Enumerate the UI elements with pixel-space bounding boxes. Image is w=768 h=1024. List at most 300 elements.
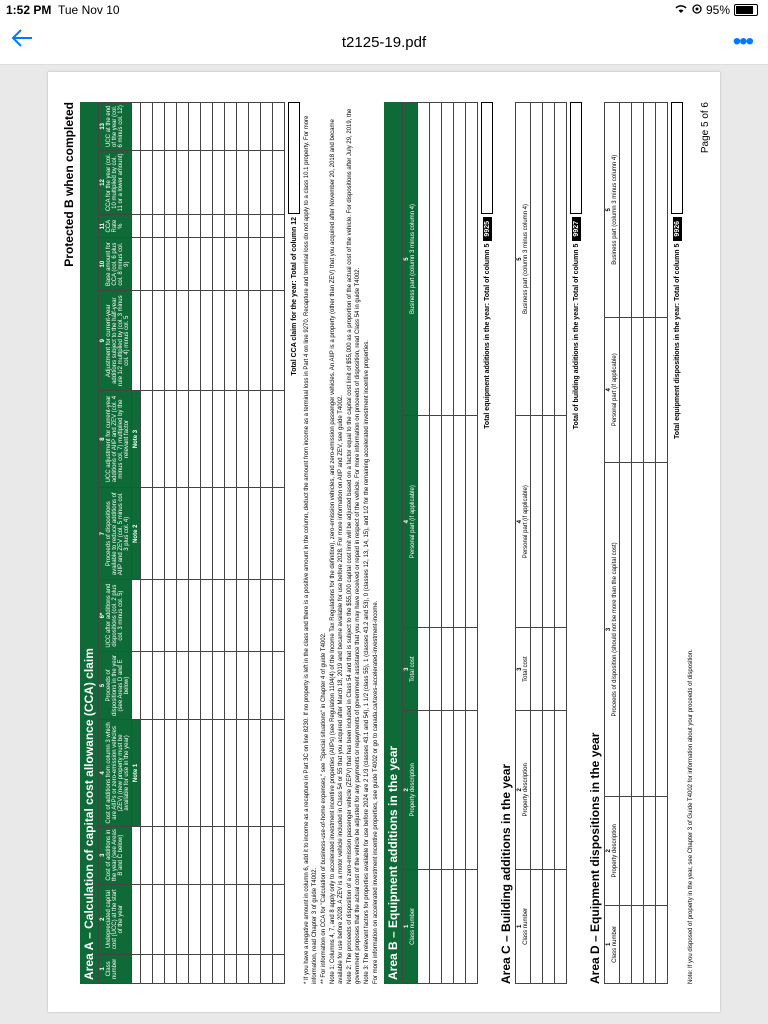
areaA-cell[interactable] (261, 954, 273, 983)
areaA-cell[interactable] (213, 215, 225, 238)
areaD-cell[interactable] (644, 905, 656, 983)
areaA-note-empty (132, 954, 141, 983)
areaA-note-empty (132, 237, 141, 290)
areaD-cell[interactable] (656, 317, 668, 462)
areaA-cell[interactable] (189, 291, 201, 391)
areaA-cell[interactable] (141, 488, 153, 580)
areaA-cell[interactable] (189, 826, 201, 884)
areaA-row (273, 103, 285, 984)
areaC-total-code: 9927 (572, 217, 581, 241)
areaA-cell[interactable] (177, 103, 189, 151)
areaA-total-field[interactable] (288, 102, 300, 214)
areaA-cell[interactable] (213, 291, 225, 391)
areaD-cell[interactable] (644, 463, 656, 797)
areaA-cell[interactable] (153, 720, 165, 826)
areaD-cell[interactable] (644, 103, 656, 318)
areaA-cell[interactable] (153, 580, 165, 651)
areaC-col-3-header: 3 Total cost (516, 628, 531, 711)
areaA-cell[interactable] (165, 215, 177, 238)
areaC-table (515, 102, 567, 984)
areaA-cell[interactable] (225, 237, 237, 290)
areaA-note-empty (132, 150, 141, 215)
areaA-cell[interactable] (153, 237, 165, 290)
areaA-cell[interactable] (225, 150, 237, 215)
areaA-cell[interactable] (177, 651, 189, 720)
areaC-row (543, 103, 555, 984)
areaD-cell[interactable] (632, 463, 644, 797)
areaD-col-1-header: 1 Class number (605, 905, 620, 983)
areaA-cell[interactable] (261, 103, 273, 151)
areaC-total-line (570, 102, 582, 984)
areaA-cell[interactable] (261, 215, 273, 238)
areaA-col-11-header: 11 CCA Rate % (99, 215, 132, 238)
areaA-cell[interactable] (165, 391, 177, 488)
areaC-col-4-header: 4 Personal part (if applicable) (516, 416, 531, 628)
areaA-cell[interactable] (225, 488, 237, 580)
more-options-icon[interactable]: ••• (732, 28, 752, 55)
areaC-col-5-header: 5 Business part (column 3 minus column 4) (516, 103, 531, 416)
areaA-cell[interactable] (177, 291, 189, 391)
areaB-col-5-header: 5 Business part (column 3 minus column 4) (403, 103, 418, 416)
areaB-cell[interactable] (466, 416, 478, 628)
areaD-cell[interactable] (632, 103, 644, 318)
areaA-cell[interactable] (213, 237, 225, 290)
areaC-total-field[interactable] (570, 102, 582, 214)
areaA-cell[interactable] (249, 291, 261, 391)
areaA-cell[interactable] (189, 954, 201, 983)
areaD-total-code: 9926 (673, 217, 682, 241)
areaA-cell[interactable] (273, 488, 285, 580)
areaA-cell[interactable] (273, 391, 285, 488)
areaA-cell[interactable] (237, 150, 249, 215)
areaB-title: Area B – Equipment additions in the year (384, 102, 402, 984)
protected-label: Protected B when completed (62, 102, 76, 267)
areaB-cell[interactable] (430, 710, 442, 869)
areaA-cell[interactable] (201, 237, 213, 290)
areaA-cell[interactable] (213, 150, 225, 215)
areaC-cell[interactable] (543, 869, 555, 983)
areaA-note-5: Note 3: The relevant factors for properties available for use before 2024 are 2 1/3 (classes 43.1 and 54), 1 1/2 (class 55), 1 (classes 43.2 and 53), 0 (classes 12, 13, 14, 15), and 1/2 for the remaining accelerated investment incentive properties. (364, 340, 370, 984)
areaA-cell[interactable] (249, 237, 261, 290)
areaB-col-3-header: 3 Total cost (403, 628, 418, 711)
areaA-cell[interactable] (261, 391, 273, 488)
areaA-col-9-header: 9 Adjustment for current-year additions subject to the half-year rule 1/2 multiplied by (col. 3 minus col. 4) minus col. 5 (99, 291, 132, 391)
areaA-row (153, 103, 165, 984)
document-title: t2125-19.pdf (341, 34, 427, 51)
areaA-cell[interactable] (213, 391, 225, 488)
areaA-cell[interactable] (261, 580, 273, 651)
areaA-cell[interactable] (237, 954, 249, 983)
areaA-cell[interactable] (225, 720, 237, 826)
areaA-cell[interactable] (261, 291, 273, 391)
areaB-table (402, 102, 478, 984)
areaA-cell[interactable] (189, 651, 201, 720)
areaA-cell[interactable] (165, 103, 177, 151)
areaB-cell[interactable] (442, 416, 454, 628)
areaA-cell[interactable] (249, 150, 261, 215)
areaA-row (165, 103, 177, 984)
areaB-cell[interactable] (418, 869, 430, 983)
areaD-cell[interactable] (620, 796, 632, 905)
areaA-cell[interactable] (189, 150, 201, 215)
areaA-note-empty (132, 103, 141, 151)
areaC-cell[interactable] (555, 710, 567, 869)
areaC-row (531, 103, 543, 984)
areaA-cell[interactable] (177, 488, 189, 580)
areaA-table (98, 102, 285, 984)
areaA-cell[interactable] (261, 237, 273, 290)
areaC-cell[interactable] (555, 628, 567, 711)
areaB-cell[interactable] (430, 103, 442, 416)
areaA-cell[interactable] (189, 103, 201, 151)
areaA-col-8-header: 8 UCC adjustment for current-year additions of AIIP and ZEV (col. 4 minus col. 7) multiplied by the relevant factor (99, 391, 132, 488)
areaA-cell[interactable] (189, 884, 201, 954)
areaD-row (620, 103, 632, 984)
areaA-cell[interactable] (141, 150, 153, 215)
areaD-cell[interactable] (620, 103, 632, 318)
areaA-cell[interactable] (165, 720, 177, 826)
areaB-cell[interactable] (454, 710, 466, 869)
areaA-cell[interactable] (177, 884, 189, 954)
areaA-cell[interactable] (213, 884, 225, 954)
areaA-cell[interactable] (237, 651, 249, 720)
areaA-cell[interactable] (261, 884, 273, 954)
areaA-cell[interactable] (237, 720, 249, 826)
areaB-cell[interactable] (418, 416, 430, 628)
areaA-cell[interactable] (177, 826, 189, 884)
areaA-cell[interactable] (189, 580, 201, 651)
areaA-cell[interactable] (201, 884, 213, 954)
areaA-cell[interactable] (189, 391, 201, 488)
areaA-col-13-header: 13 UCC at the end of the year (col. 6 minus col. 12) (99, 103, 132, 151)
areaB-row (442, 103, 454, 984)
areaC-cell[interactable] (555, 869, 567, 983)
areaA-notes (303, 102, 380, 984)
areaA-cell[interactable] (141, 103, 153, 151)
areaC-cell[interactable] (543, 628, 555, 711)
areaA-cell[interactable] (141, 291, 153, 391)
areaD-cell[interactable] (656, 796, 668, 905)
areaA-row (237, 103, 249, 984)
areaA-note-empty (132, 651, 141, 720)
areaA-cell[interactable] (201, 215, 213, 238)
areaC-cell[interactable] (555, 103, 567, 416)
areaB-cell[interactable] (454, 103, 466, 416)
areaA-cell[interactable] (249, 720, 261, 826)
areaA-cell[interactable] (165, 291, 177, 391)
areaD-title: Area D – Equipment dispositions in the year (588, 732, 602, 984)
areaA-cell[interactable] (273, 720, 285, 826)
areaC-cell[interactable] (543, 103, 555, 416)
areaB-row (430, 103, 442, 984)
areaC-title: Area C – Building additions in the year (499, 763, 513, 984)
areaA-cell[interactable] (273, 954, 285, 983)
areaA-cell[interactable] (213, 954, 225, 983)
areaA-cell[interactable] (201, 103, 213, 151)
areaC-cell[interactable] (531, 710, 543, 869)
areaA-cell[interactable] (225, 103, 237, 151)
areaA-cell[interactable] (273, 580, 285, 651)
areaB-cell[interactable] (442, 628, 454, 711)
areaB-col-4-header: 4 Personal part (if applicable) (403, 416, 418, 628)
areaC-col-2-header: 2 Property description (516, 710, 531, 869)
areaA-cell[interactable] (165, 884, 177, 954)
areaB-col-1-header: 1 Class number (403, 869, 418, 983)
areaA-cell[interactable] (201, 651, 213, 720)
areaA-cell[interactable] (141, 826, 153, 884)
areaA-cell[interactable] (249, 391, 261, 488)
areaA-row (201, 103, 213, 984)
areaA-cell[interactable] (237, 488, 249, 580)
areaD-cell[interactable] (620, 905, 632, 983)
areaB-total-label: Total equipment additions in the year: Total of column 5 (483, 243, 491, 429)
areaB-cell[interactable] (418, 710, 430, 869)
areaB-cell[interactable] (454, 869, 466, 983)
areaA-cell[interactable] (213, 651, 225, 720)
areaA-cell[interactable] (249, 103, 261, 151)
areaA-cell[interactable] (153, 884, 165, 954)
areaB-col-2-header: 2 Property description (403, 710, 418, 869)
areaA-cell[interactable] (141, 720, 153, 826)
areaA-cell[interactable] (273, 651, 285, 720)
areaB-cell[interactable] (430, 628, 442, 711)
areaD-cell[interactable] (656, 905, 668, 983)
areaA-cell[interactable] (213, 488, 225, 580)
areaB-cell[interactable] (466, 869, 478, 983)
areaC-cell[interactable] (531, 103, 543, 416)
areaA-cell[interactable] (249, 826, 261, 884)
areaA-cell[interactable] (213, 103, 225, 151)
areaA-cell[interactable] (153, 488, 165, 580)
areaB-cell[interactable] (442, 710, 454, 869)
areaA-cell[interactable] (237, 580, 249, 651)
areaB-cell[interactable] (442, 869, 454, 983)
areaA-cell[interactable] (165, 580, 177, 651)
areaA-col-3-header: 3 Cost of additions in the year (see Areas B and C below) (99, 826, 132, 884)
areaA-cell[interactable] (249, 580, 261, 651)
areaD-cell[interactable] (632, 905, 644, 983)
areaA-cell[interactable] (261, 826, 273, 884)
areaA-row (261, 103, 273, 984)
areaA-cell[interactable] (273, 884, 285, 954)
areaA-cell[interactable] (249, 215, 261, 238)
areaA-cell[interactable] (237, 391, 249, 488)
areaA-cell[interactable] (153, 291, 165, 391)
areaC-cell[interactable] (555, 416, 567, 628)
areaA-col-12-header: 12 CCA for the year (col. 10 multiplied by col. 11 or a lower amount) (99, 150, 132, 215)
areaA-cell[interactable] (153, 954, 165, 983)
areaA-cell[interactable] (249, 884, 261, 954)
areaD-cell[interactable] (656, 103, 668, 318)
areaD-col-2-header: 2 Property description (605, 796, 620, 905)
areaA-cell[interactable] (237, 826, 249, 884)
areaA-note-label: Note 1 (132, 720, 141, 826)
areaA-cell[interactable] (177, 580, 189, 651)
areaA-cell[interactable] (273, 150, 285, 215)
areaA-cell[interactable] (165, 826, 177, 884)
areaA-cell[interactable] (189, 488, 201, 580)
areaA-cell[interactable] (261, 488, 273, 580)
areaC-cell[interactable] (543, 710, 555, 869)
areaB-total-line (481, 102, 493, 984)
areaA-cell[interactable] (165, 488, 177, 580)
areaA-cell[interactable] (273, 215, 285, 238)
areaB-cell[interactable] (442, 103, 454, 416)
areaD-cell[interactable] (632, 796, 644, 905)
areaA-cell[interactable] (249, 651, 261, 720)
areaA-title: Area A – Calculation of capital cost allowance (CCA) claim (80, 102, 98, 984)
areaA-cell[interactable] (225, 580, 237, 651)
areaA-cell[interactable] (141, 884, 153, 954)
areaD-total-line (671, 102, 683, 984)
areaA-cell[interactable] (213, 580, 225, 651)
battery-percent: 95% (705, 3, 730, 17)
page-number: Page 5 of 6 (700, 102, 711, 154)
areaA-cell[interactable] (201, 291, 213, 391)
areaA-total-label: Total CCA claim for the year: Total of column 12 (290, 217, 298, 376)
areaA-cell[interactable] (237, 215, 249, 238)
areaA-note-empty (132, 580, 141, 651)
areaA-cell[interactable] (141, 391, 153, 488)
areaA-cell[interactable] (153, 391, 165, 488)
areaA-cell[interactable] (225, 291, 237, 391)
areaA-note-2: ** For information on CCA for "Calculation of business-use-of-home expenses," see "Special situations" in Chapter 4 of guide T4002. (321, 632, 327, 984)
areaA-cell[interactable] (213, 720, 225, 826)
areaB-row (418, 103, 430, 984)
pdf-page (48, 72, 720, 1012)
areaA-cell[interactable] (237, 884, 249, 954)
areaA-cell[interactable] (177, 391, 189, 488)
areaC-cell[interactable] (531, 869, 543, 983)
areaB-cell[interactable] (466, 103, 478, 416)
areaA-note-6: For more information on accelerated investment incentive properties, see guide T4002 or go to canada.ca/taxes-accelerated-investment-income. (373, 600, 379, 984)
areaA-cell[interactable] (153, 651, 165, 720)
areaA-cell[interactable] (141, 651, 153, 720)
areaD-row (632, 103, 644, 984)
areaA-cell[interactable] (165, 237, 177, 290)
areaA-cell[interactable] (225, 215, 237, 238)
areaC-cell[interactable] (543, 416, 555, 628)
areaA-cell[interactable] (165, 150, 177, 215)
areaB-cell[interactable] (430, 416, 442, 628)
areaA-note-label: Note 3 (132, 391, 141, 488)
areaA-cell[interactable] (273, 237, 285, 290)
areaA-cell[interactable] (165, 954, 177, 983)
areaA-cell[interactable] (273, 103, 285, 151)
areaA-cell[interactable] (225, 954, 237, 983)
areaC-cell[interactable] (531, 416, 543, 628)
nav-bar (0, 20, 768, 65)
areaA-cell[interactable] (153, 215, 165, 238)
areaA-cell[interactable] (237, 291, 249, 391)
areaA-cell[interactable] (153, 150, 165, 215)
areaA-cell[interactable] (201, 826, 213, 884)
areaA-cell[interactable] (213, 826, 225, 884)
areaB-cell[interactable] (466, 628, 478, 711)
areaB-row (466, 103, 478, 984)
areaC-cell[interactable] (531, 628, 543, 711)
areaA-cell[interactable] (141, 215, 153, 238)
areaA-cell[interactable] (189, 215, 201, 238)
areaA-cell[interactable] (165, 651, 177, 720)
areaA-cell[interactable] (141, 580, 153, 651)
areaA-cell[interactable] (189, 720, 201, 826)
areaA-cell[interactable] (189, 237, 201, 290)
areaA-note-empty (132, 215, 141, 238)
areaA-note-empty (132, 826, 141, 884)
areaA-cell[interactable] (201, 391, 213, 488)
areaA-cell[interactable] (237, 237, 249, 290)
areaA-cell[interactable] (261, 651, 273, 720)
areaA-cell[interactable] (249, 954, 261, 983)
areaC-total-label: Total of building additions in the year: Total of column 5 (572, 243, 580, 430)
final-note: Note: If you disposed of property in the year, see Chapter 3 of Guide T4002 for information about your proceeds of disposition. (688, 649, 694, 984)
areaD-total-field[interactable] (671, 102, 683, 214)
areaB-total-field[interactable] (481, 102, 493, 214)
areaA-col-2-header: 2 Undepreciated capital cost (UCC) at the start of the year (99, 884, 132, 954)
areaD-row (656, 103, 668, 984)
areaA-cell[interactable] (201, 580, 213, 651)
areaA-total-line (288, 102, 300, 984)
areaA-cell[interactable] (249, 488, 261, 580)
areaA-cell[interactable] (201, 488, 213, 580)
areaA-cell[interactable] (261, 150, 273, 215)
areaA-row (249, 103, 261, 984)
areaA-col-6-header: 6* UCC after additions and dispositions (col. 2 plus col. 3 minus col. 5) (99, 580, 132, 651)
areaA-cell[interactable] (141, 954, 153, 983)
areaA-cell[interactable] (273, 291, 285, 391)
areaA-cell[interactable] (177, 215, 189, 238)
areaB-row (454, 103, 466, 984)
areaA-cell[interactable] (177, 720, 189, 826)
areaB-cell[interactable] (418, 628, 430, 711)
status-date: Tue Nov 10 (58, 3, 120, 17)
areaD-cell[interactable] (644, 317, 656, 462)
areaA-cell[interactable] (177, 954, 189, 983)
areaD-cell[interactable] (620, 463, 632, 797)
areaC-col-1-header: 1 Class number (516, 869, 531, 983)
areaA-cell[interactable] (201, 150, 213, 215)
areaB-cell[interactable] (418, 103, 430, 416)
areaA-cell[interactable] (177, 237, 189, 290)
areaB-cell[interactable] (430, 869, 442, 983)
areaA-cell[interactable] (225, 651, 237, 720)
areaD-cell[interactable] (644, 796, 656, 905)
areaA-cell[interactable] (201, 954, 213, 983)
areaB-cell[interactable] (454, 416, 466, 628)
areaD-cell[interactable] (632, 317, 644, 462)
areaA-cell[interactable] (153, 826, 165, 884)
areaA-cell[interactable] (201, 720, 213, 826)
areaB-cell[interactable] (466, 710, 478, 869)
areaA-cell[interactable] (261, 720, 273, 826)
status-time: 1:52 PM (6, 3, 52, 17)
areaA-cell[interactable] (237, 103, 249, 151)
areaA-cell[interactable] (225, 391, 237, 488)
areaA-cell[interactable] (273, 826, 285, 884)
areaB-cell[interactable] (454, 628, 466, 711)
areaA-cell[interactable] (225, 884, 237, 954)
areaA-cell[interactable] (177, 150, 189, 215)
status-bar (0, 0, 768, 20)
areaA-cell[interactable] (153, 103, 165, 151)
areaA-note-empty (132, 291, 141, 391)
areaD-cell[interactable] (656, 463, 668, 797)
areaA-col-4-header: 4 Cost of additions from column 3 which are AIIPs or zero-emission vehicles (ZEV) (new property must be available for use in the year) (99, 720, 132, 826)
areaA-cell[interactable] (225, 826, 237, 884)
areaA-cell[interactable] (141, 237, 153, 290)
areaD-cell[interactable] (620, 317, 632, 462)
